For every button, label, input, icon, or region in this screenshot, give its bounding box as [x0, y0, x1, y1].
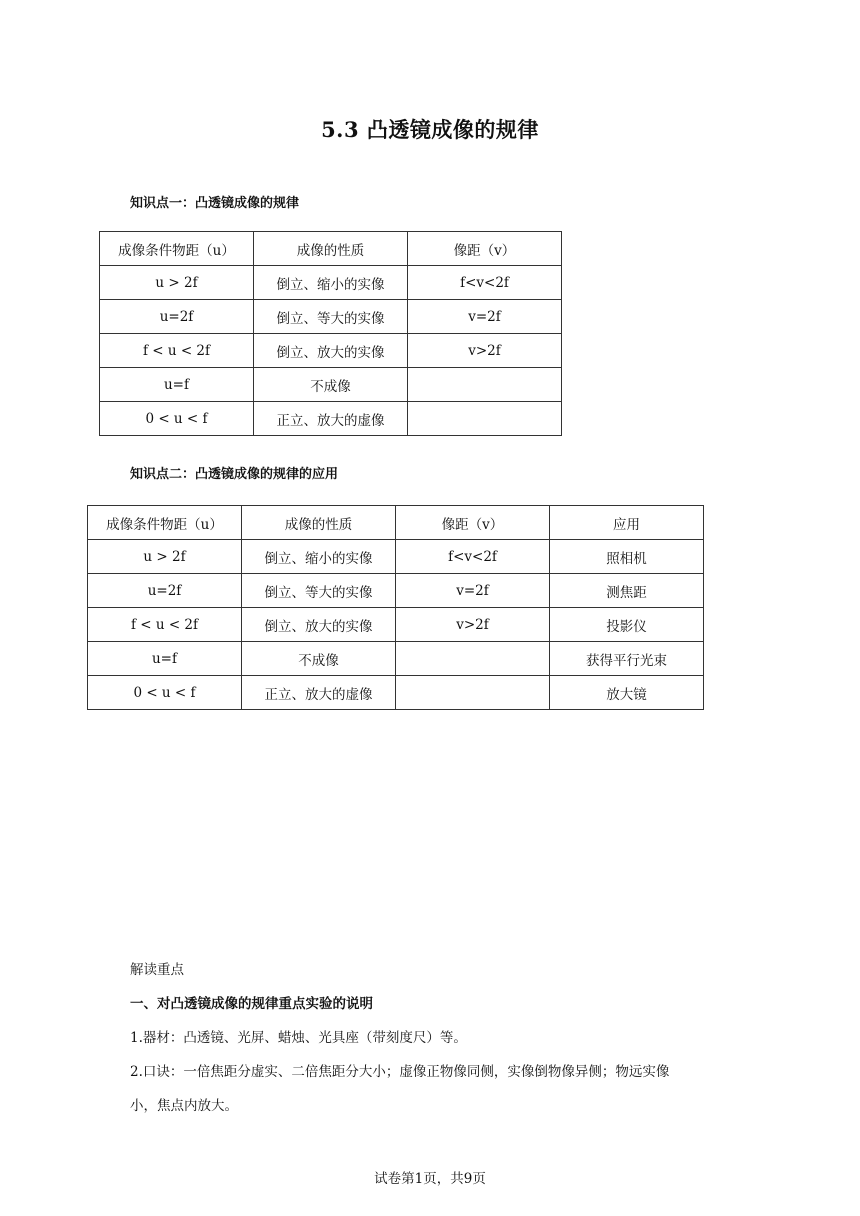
- table-cell: v>2f: [396, 608, 550, 642]
- table-cell: 倒立、等大的实像: [254, 300, 408, 334]
- table-row: [100, 334, 562, 368]
- table-cell: u=2f: [88, 574, 242, 608]
- table-cell: [408, 402, 562, 436]
- table-cell: 正立、放大的虚像: [254, 402, 408, 436]
- table-row: [100, 402, 562, 436]
- page-title: 5.3 凸透镜成像的规律: [321, 117, 539, 142]
- table-row: [88, 642, 704, 676]
- table-cell: f<v<2f: [408, 266, 562, 300]
- header-cell: 像距（v）: [408, 232, 562, 266]
- table-header-row: [100, 232, 562, 266]
- table-cell: 不成像: [242, 642, 396, 676]
- table-row: [88, 608, 704, 642]
- table-cell: 0 < u < f: [100, 402, 254, 436]
- table-cell: 0 < u < f: [88, 676, 242, 710]
- header-cell: 应用: [550, 506, 704, 540]
- table-row: [100, 368, 562, 402]
- header-cell: 像距（v）: [396, 506, 550, 540]
- table-row: [88, 676, 704, 710]
- header-cell: 成像的性质: [254, 232, 408, 266]
- imaging-rules-table: [99, 231, 562, 436]
- notes-item-2-line2: 小，焦点内放大。: [130, 1098, 238, 1114]
- table-cell: 倒立、等大的实像: [242, 574, 396, 608]
- notes-item-2-line1: 2.口诀：一倍焦距分虚实、二倍焦距分大小；虚像正物像同侧，实像倒物像异侧；物远实像: [130, 1064, 670, 1080]
- table-cell: u=f: [100, 368, 254, 402]
- header-cell: 成像条件物距（u）: [88, 506, 242, 540]
- notes-label: 解读重点: [130, 962, 184, 978]
- table-row: [100, 300, 562, 334]
- notes-item-1: 1.器材：凸透镜、光屏、蜡烛、光具座（带刻度尺）等。: [130, 1030, 467, 1046]
- table-cell: 倒立、放大的实像: [254, 334, 408, 368]
- notes-heading: 一、对凸透镜成像的规律重点实验的说明: [130, 996, 373, 1012]
- table-cell: 倒立、放大的实像: [242, 608, 396, 642]
- table-cell: 正立、放大的虚像: [242, 676, 396, 710]
- table-cell: 不成像: [254, 368, 408, 402]
- table-cell: 倒立、缩小的实像: [242, 540, 396, 574]
- table-cell: u > 2f: [88, 540, 242, 574]
- section2-heading: 知识点二：凸透镜成像的规律的应用: [130, 467, 339, 482]
- table-cell: 放大镜: [550, 676, 704, 710]
- table-header-row: [88, 506, 704, 540]
- table-cell: 倒立、缩小的实像: [254, 266, 408, 300]
- table-cell: f<v<2f: [396, 540, 550, 574]
- table-cell: u > 2f: [100, 266, 254, 300]
- table-cell: f < u < 2f: [100, 334, 254, 368]
- table-cell: f < u < 2f: [88, 608, 242, 642]
- table-cell: v=2f: [396, 574, 550, 608]
- imaging-applications-table: [87, 505, 704, 710]
- table-row: [88, 540, 704, 574]
- table-cell: v=2f: [408, 300, 562, 334]
- page-footer: 试卷第1页，共9页: [374, 1171, 486, 1187]
- header-cell: 成像条件物距（u）: [100, 232, 254, 266]
- table-cell: v>2f: [408, 334, 562, 368]
- table-row: [88, 574, 704, 608]
- table-cell: 投影仪: [550, 608, 704, 642]
- table-cell: u=f: [88, 642, 242, 676]
- table-cell: 测焦距: [550, 574, 704, 608]
- section1-heading: 知识点一：凸透镜成像的规律: [130, 196, 300, 211]
- table-cell: [408, 368, 562, 402]
- table-row: [100, 266, 562, 300]
- table-cell: 照相机: [550, 540, 704, 574]
- table-cell: u=2f: [100, 300, 254, 334]
- header-cell: 成像的性质: [242, 506, 396, 540]
- table-cell: [396, 642, 550, 676]
- table-cell: 获得平行光束: [550, 642, 704, 676]
- table-cell: [396, 676, 550, 710]
